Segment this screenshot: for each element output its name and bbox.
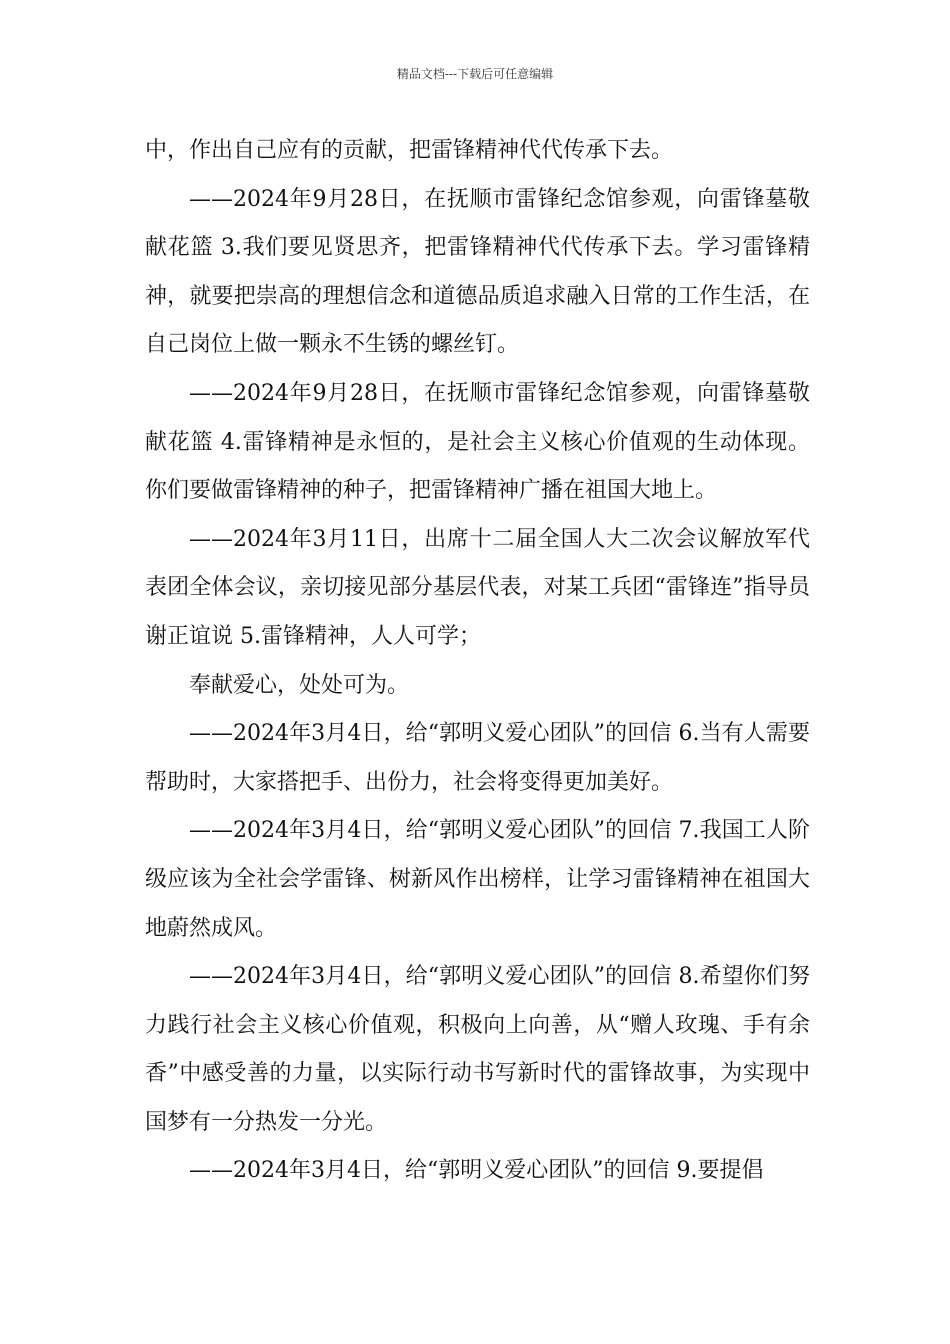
- paragraph-4: ——2024年3月11日，出席十二届全国人大二次会议解放军代表团全体会议，亲切接见部分基层代表，对某工兵团“雷锋连”指导员谢正谊说 5.雷锋精神，人人可学；: [145, 526, 810, 649]
- paragraph-2: ——2024年9月28日，在抚顺市雷锋纪念馆参观，向雷锋墓敬献花篮 3.我们要见贤思齐，把雷锋精神代代传承下去。学习雷锋精神，就要把崇高的理想信念和道德品质追求融入日常的工作生活，在自己岗位上做一颗永不生锈的螺丝钉。: [145, 186, 810, 358]
- paragraph-9: ——2024年3月4日，给“郭明义爱心团队”的回信 9.要提倡: [189, 1158, 764, 1184]
- paragraph-6: ——2024年3月4日，给“郭明义爱心团队”的回信 6.当有人需要帮助时，大家搭把手、出份力，社会将变得更加美好。: [145, 721, 810, 795]
- paragraph-8: ——2024年3月4日，给“郭明义爱心团队”的回信 8.希望你们努力践行社会主义核心价值观，积极向上向善，从“赠人玫瑰、手有余香”中感受善的力量，以实际行动书写新时代的雷锋故事，为实现中国梦有一分热发一分光。: [145, 964, 810, 1135]
- paragraph-3: ——2024年9月28日，在抚顺市雷锋纪念馆参观，向雷锋墓敬献花篮 4.雷锋精神是永恒的，是社会主义核心价值观的生动体现。你们要做雷锋精神的种子，把雷锋精神广播在祖国大地上。: [145, 380, 810, 504]
- paragraph-5: 奉献爱心，处处可为。: [189, 672, 410, 698]
- page-header: 精品文档---下载后可任意编辑: [396, 67, 554, 81]
- paragraph-1: 中，作出自己应有的贡献，把雷锋精神代代传承下去。: [145, 138, 674, 163]
- document-body: [145, 127, 810, 1196]
- paragraph-7: ——2024年3月4日，给“郭明义爱心团队”的回信 7.我国工人阶级应该为全社会学雷锋、树新风作出榜样，让学习雷锋精神在祖国大地蔚然成风。: [145, 818, 810, 941]
